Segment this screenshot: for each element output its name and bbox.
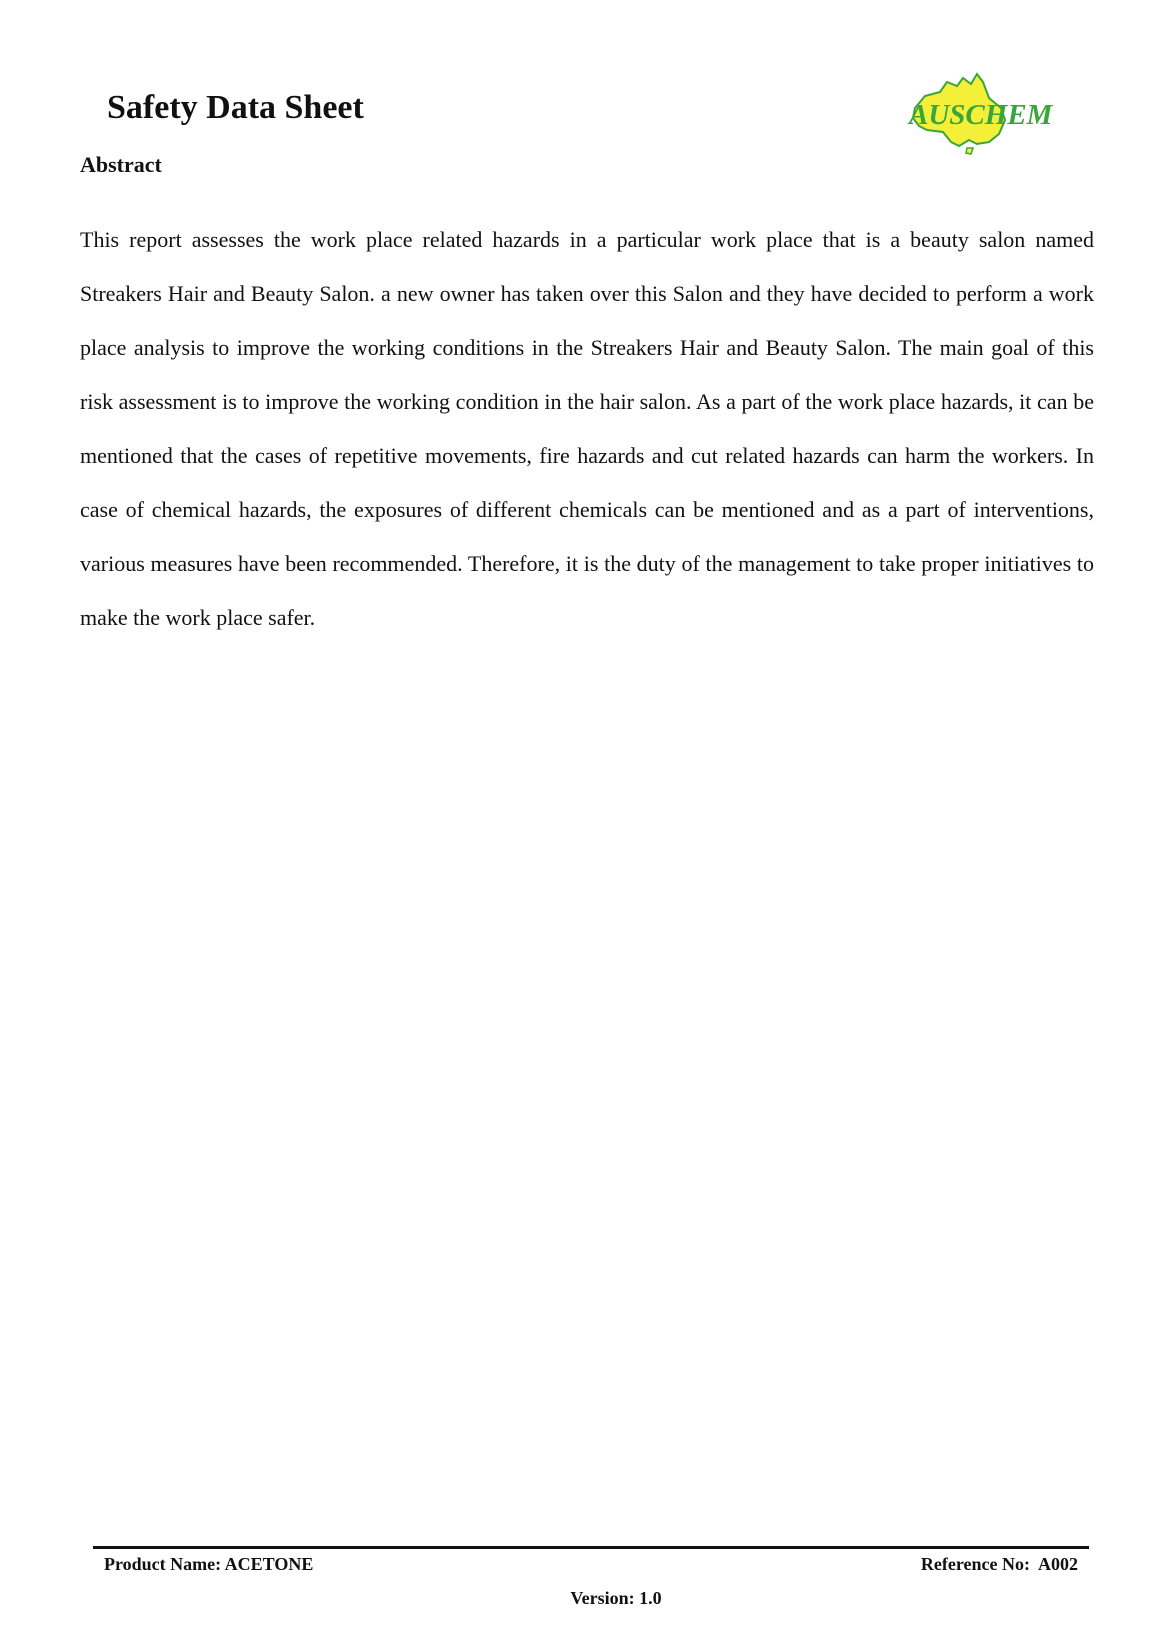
- footer-divider: [93, 1546, 1089, 1549]
- page-title: Safety Data Sheet: [107, 89, 364, 126]
- product-name: Product Name: ACETONE: [104, 1554, 314, 1574]
- abstract-body: This report assesses the work place related hazards in a particular work place that is a beauty salon named Streakers Hair and Beauty Salon. a new owner has taken over this Salon and they have decided to perform a work place analysis to improve the working conditions in the Streakers Hair and Beauty Salon. The main goal of this risk assessment is to improve the working condition in the hair salon. As a part of the work place hazards, it can be mentioned that the cases of repetitive movements, fire hazards and cut related hazards can harm the workers. In case of chemical hazards, the exposures of different chemicals can be mentioned and as a part of interventions, various measures have been recommended. Therefore, it is the duty of the management to take proper initiatives to make the work place safer.: [80, 227, 1094, 630]
- version-label: Version: 1.0: [570, 1588, 662, 1608]
- reference-number: Reference No: A002: [920, 1554, 1078, 1574]
- logo-text: AUSCHEM: [909, 99, 1053, 131]
- abstract-heading: Abstract: [80, 152, 162, 177]
- australia-map-icon: [905, 68, 1085, 158]
- auschem-logo: [905, 68, 1085, 158]
